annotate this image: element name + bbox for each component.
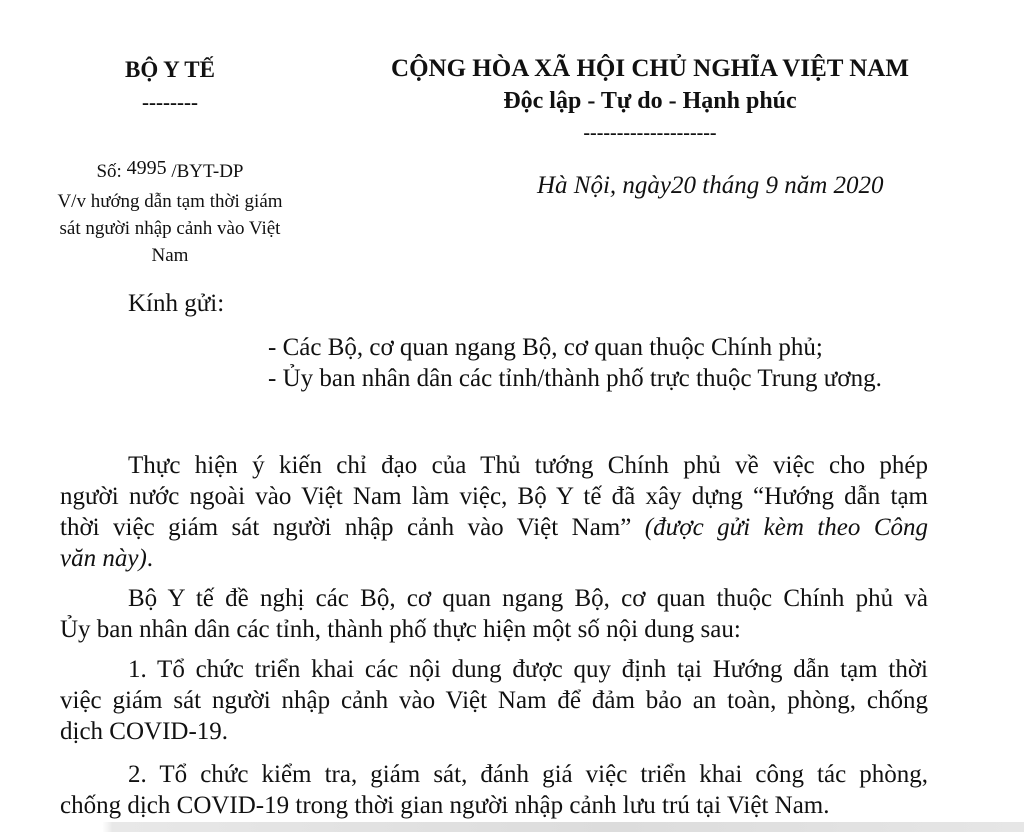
paragraph-line: người nước ngoài vào Việt Nam làm việc, Bộ Y tế đã xây dựng “Hướng dẫn tạm xyxy=(60,483,928,510)
national-motto: Độc lập - Tự do - Hạnh phúc xyxy=(503,88,797,114)
page-bottom-edge xyxy=(0,822,1024,832)
paragraph-text: thời việc giám sát người nhập cảnh vào Việt Nam” xyxy=(60,514,645,541)
body-paragraph-4 xyxy=(60,759,928,821)
subject-line: V/v hướng dẫn tạm thời giám xyxy=(57,191,283,212)
recipient-item: - Các Bộ, cơ quan ngang Bộ, cơ quan thuộc Chính phủ; xyxy=(268,334,823,361)
paragraph-line: 2. Tổ chức kiểm tra, giám sát, đánh giá việc triển khai công tác phòng, xyxy=(128,761,928,788)
country-name: CỘNG HÒA XÃ HỘI CHỦ NGHĨA VIỆT NAM xyxy=(391,55,909,82)
paragraph-line: việc giám sát người nhập cảnh vào Việt Nam để đảm bảo an toàn, phòng, chống xyxy=(60,687,928,714)
issuing-agency: BỘ Y TẾ xyxy=(125,57,215,82)
paragraph-line xyxy=(60,543,928,574)
paragraph-line: Ủy ban nhân dân các tỉnh, thành phố thực hiện một số nội dung sau: xyxy=(60,616,741,643)
recipient-item: - Ủy ban nhân dân các tỉnh/thành phố trực thuộc Trung ương. xyxy=(268,365,882,392)
recipients-heading: Kính gửi: xyxy=(128,290,225,317)
subject-line: sát người nhập cảnh vào Việt xyxy=(59,218,281,239)
paragraph-line: chống dịch COVID-19 trong thời gian người nhập cảnh lưu trú tại Việt Nam. xyxy=(60,792,830,819)
italic-note: văn này) xyxy=(60,545,147,572)
italic-note: (được gửi kèm theo Công xyxy=(644,514,928,541)
number-value: 4995 xyxy=(126,157,167,179)
body-paragraph-2 xyxy=(60,583,928,645)
paragraph-end: . xyxy=(146,545,154,572)
body-paragraph-1 xyxy=(60,450,928,574)
paragraph-line: 1. Tổ chức triển khai các nội dung được quy định tại Hướng dẫn tạm thời xyxy=(128,656,928,683)
paragraph-line: Bộ Y tế đề nghị các Bộ, cơ quan ngang Bộ, cơ quan thuộc Chính phủ và xyxy=(128,585,928,612)
paragraph-line: dịch COVID-19. xyxy=(60,718,229,745)
document-subject xyxy=(30,188,310,269)
number-prefix: Số: xyxy=(96,161,127,182)
motto-separator: -------------------- xyxy=(583,122,717,144)
subject-line: Nam xyxy=(151,245,189,266)
paragraph-line xyxy=(60,512,928,543)
paragraph-line: Thực hiện ý kiến chỉ đạo của Thủ tướng Chính phủ về việc cho phép xyxy=(128,452,928,479)
place-and-date: Hà Nội, ngày20 tháng 9 năm 2020 xyxy=(537,172,884,199)
document-number xyxy=(30,157,310,183)
body-paragraph-3 xyxy=(60,654,928,747)
number-suffix: /BYT-DP xyxy=(166,161,244,182)
agency-separator: -------- xyxy=(142,90,198,114)
